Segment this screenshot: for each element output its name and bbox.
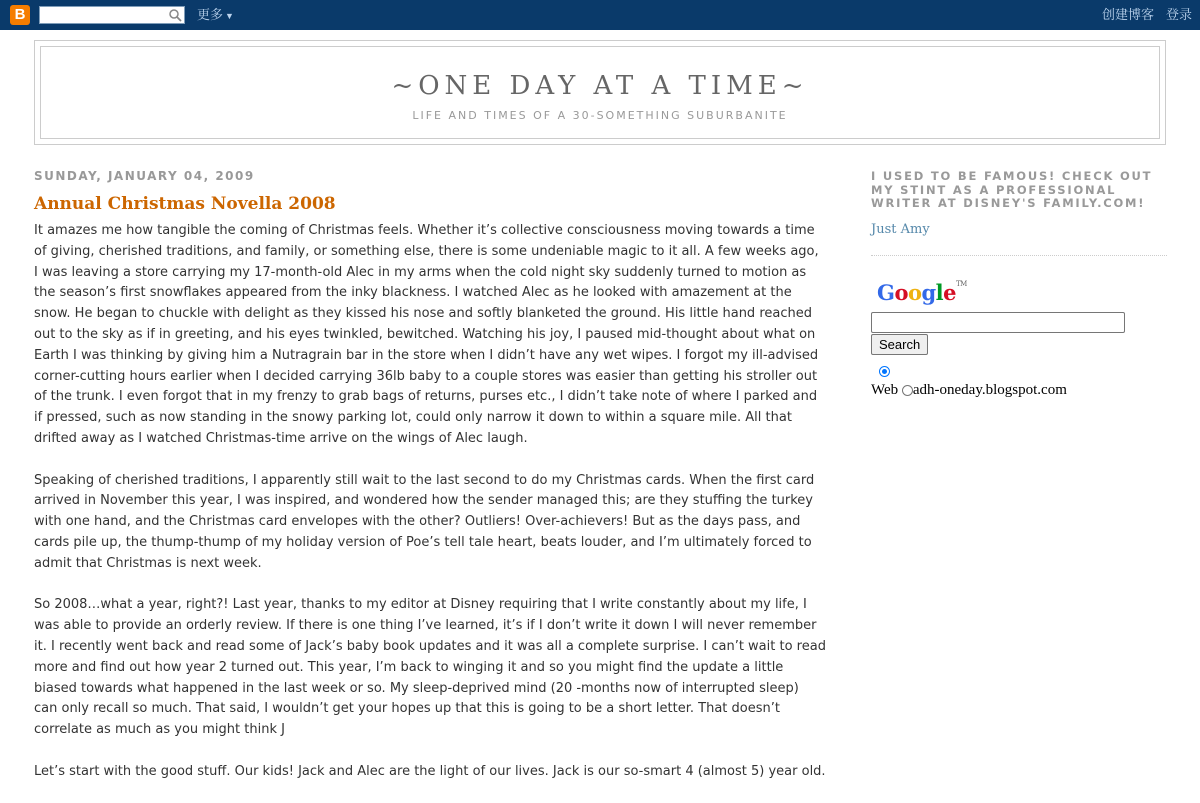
blog-title[interactable]: ~ONE DAY AT A TIME~ [391,71,809,101]
google-logo-letter: o [894,279,908,305]
google-search-input[interactable] [871,312,1125,333]
web-radio-row [871,361,1167,375]
more-menu-label: 更多 [197,7,224,22]
google-logo-letter: e [943,279,957,305]
post-body [34,221,826,783]
chevron-down-icon: ▼ [225,11,234,21]
post-paragraph: Let’s start with the good stuff. Our kids! Jack and Alec are the light of our lives. Jack is our so-smart 4 (almost 5) year old. [34,763,826,779]
google-search-button[interactable]: Search [871,334,928,355]
google-logo[interactable] [871,280,1167,308]
web-radio[interactable] [879,366,890,377]
google-logo-letter: G [877,279,895,305]
web-radio-label: Web [871,381,899,398]
navbar-search-input[interactable] [39,6,185,24]
sidebar-widget-title: I USED TO BE FAMOUS! CHECK OUT MY STINT AS A PROFESSIONAL WRITER AT DISNEY'S FAMILY.COM! [871,169,1153,210]
sidebar-divider [871,255,1167,256]
blog-description: LIFE AND TIMES OF A 30-SOMETHING SUBURBANITE [412,109,788,122]
more-menu-button[interactable] [197,7,234,24]
blogger-navbar [0,0,1200,30]
site-radio[interactable] [902,385,913,396]
blogger-logo-icon[interactable] [10,5,30,25]
post-title[interactable]: Annual Christmas Novella 2008 [34,194,336,214]
post-paragraph: Speaking of cherished traditions, I apparently still wait to the last second to do my Christmas cards. When the first card arrived in November this year, I was inspired, and wondered how the sender managed this; are they stuffing the turkey with one hand, and the Christmas card envelopes with the other? Outliers! Over-achievers! But as the days pass, and cards pile up, the thump-thump of my holiday version of Poe’s tell tale heart, beats louder, and I’m ultimately forced to admit that Christmas is next week. [34,472,815,571]
site-radio-label: adh-oneday.blogspot.com [912,381,1067,398]
just-amy-link[interactable]: Just Amy [871,221,930,237]
sidebar [871,170,1167,399]
blog-header-inner [40,46,1160,139]
post-paragraph: It amazes me how tangible the coming of Christmas feels. Whether it’s collective consciousness moving towards a time of giving, cherished traditions, and family, or something else, there is some undeniable magic to it all. A few weeks ago, I was leaving a store carrying my 17-month-old Alec in my arms when the cold night sky suddenly turned to motion as the season’s first snowflakes appeared from the inky blackness. I watched Alec as he looked with amazement at the snow. He began to chuckle with delight as they kissed his nose and softly blanketed the ground. His little hand reached out to the sky as if in greeting, and his eyes twinkled, bewitched. Watching his joy, I paused mid-thought about what on Earth I was thinking by giving him a Nutragrain bar in the store when I didn’t have any wet wipes. I forgot my ill-advised corner-cutting hours earlier when I decided carrying 36lb baby to a couple stores was easier than getting his stroller out of the trunk. I even forgot that in my frenzy to grab bags of returns, purses etc., I didn’t take note of where I parked and if pressed, such as now standing in the snowy parking lot, could only narrow it down to within a square mile. All that drifted away as I watched Christmas-time arrive on the wings of Alec laugh. [34,223,819,446]
site-radio-row [871,381,1167,399]
post-date: SUNDAY, JANUARY 04, 2009 [34,169,255,183]
sign-in-link[interactable]: 登录 [1165,7,1192,22]
blogger-logo-letter: B [14,6,26,23]
google-logo-letter: g [921,279,936,305]
post-paragraph: So 2008…what a year, right?! Last year, thanks to my editor at Disney requiring that I write constantly about my life, I was able to provide an orderly review. If there is one thing I’ve learned, it’s if I don’t write it down I will never remember it. I recently went back and read some of Jack’s baby book updates and it was all a complete surprise. I can’t wait to read more and find out how year 2 turned out. This year, I’m back to winging it and so you might find the update a little biased towards what happened in the last week or so. My sleep-deprived mind (20 -months now of interrupted sleep) can only recall so much. That said, I wouldn’t get your hopes up that this is going to be a short letter. That doesn’t correlate as much as you might think J [34,597,826,738]
google-logo-letter: l [935,279,944,305]
search-icon[interactable] [168,8,182,22]
google-logo-letter: o [907,279,922,305]
blog-header [34,40,1166,145]
navbar-account-links [1090,7,1192,23]
create-blog-link[interactable]: 创建博客 [1101,7,1154,22]
main-column [34,168,826,803]
google-logo-tm: TM [956,279,967,288]
